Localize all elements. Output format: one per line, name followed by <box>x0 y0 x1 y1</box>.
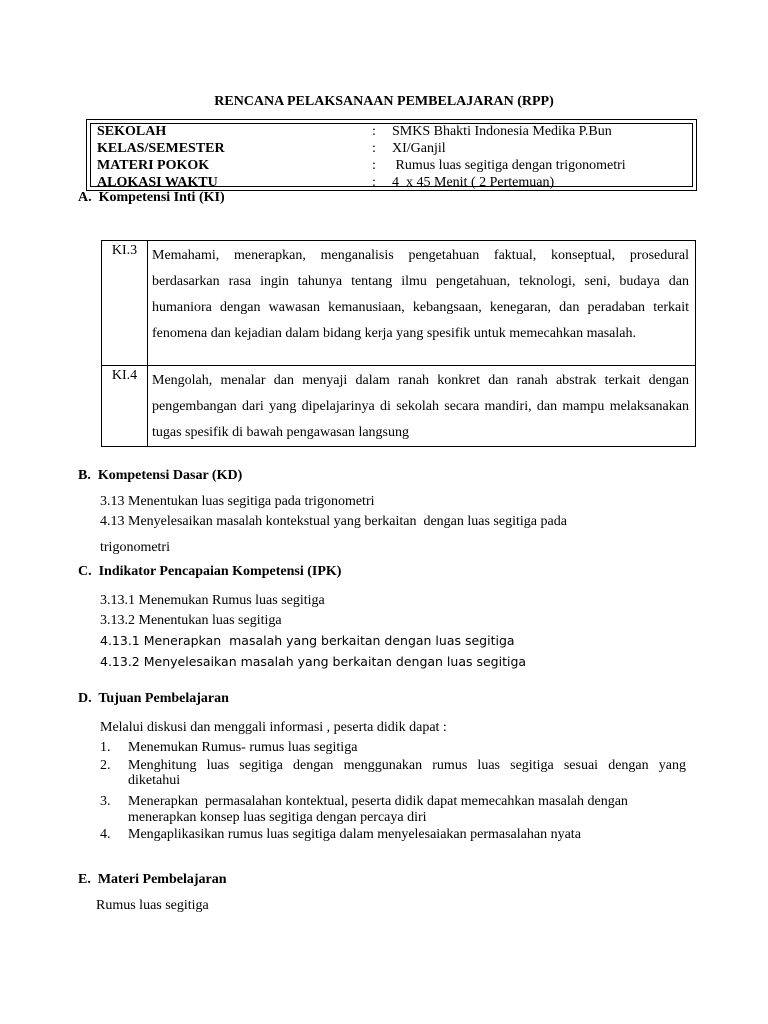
objective-text: Menemukan Rumus- rumus luas segitiga <box>128 740 358 755</box>
ki-code: KI.4 <box>102 366 148 447</box>
ipk-item: 4.13.1 Menerapkan masalah yang berkaitan dengan luas segitiga <box>100 633 515 648</box>
document-title: RENCANA PELAKSANAAN PEMBELAJARAN (RPP) <box>214 94 554 109</box>
objective-number: 1. <box>100 740 111 755</box>
ki-description: Mengolah, menalar dan menyaji dalam ranah konkret dan ranah abstrak terkait dengan pengembangan dari yang dipelajarinya di sekolah secara mandiri, dan mampu melaksanakan tugas spesifik di bawah pengawasan langsung <box>148 366 696 447</box>
section-a-heading: A. Kompetensi Inti (KI) <box>78 190 225 205</box>
ipk-item: 3.13.2 Menentukan luas segitiga <box>100 613 282 628</box>
objective-text: Mengaplikasikan rumus luas segitiga dalam menyelesaiakan permasalahan nyata <box>128 827 581 842</box>
identity-colon: : <box>372 141 376 156</box>
identity-label: ALOKASI WAKTU <box>97 175 218 190</box>
identity-value: SMKS Bhakti Indonesia Medika P.Bun <box>392 124 612 139</box>
identity-box <box>86 119 697 191</box>
identity-label: MATERI POKOK <box>97 158 210 173</box>
objective-number: 3. <box>100 794 111 809</box>
ipk-item: 3.13.1 Menemukan Rumus luas segitiga <box>100 593 325 608</box>
identity-label: KELAS/SEMESTER <box>97 141 225 156</box>
identity-row-class <box>91 141 692 158</box>
identity-row-school <box>91 124 692 141</box>
core-competency-table <box>101 240 696 447</box>
identity-value: Rumus luas segitiga dengan trigonometri <box>392 158 626 173</box>
objective-number: 2. <box>100 758 111 773</box>
identity-colon: : <box>372 158 376 173</box>
identity-colon: : <box>372 124 376 139</box>
identity-row-topic <box>91 158 692 175</box>
identity-label: SEKOLAH <box>97 124 167 139</box>
objectives-intro: Melalui diskusi dan menggali informasi , peserta didik dapat : <box>100 720 447 735</box>
ki-code: KI.3 <box>102 241 148 366</box>
section-b-heading: B. Kompetensi Dasar (KD) <box>78 468 243 483</box>
table-row <box>102 241 696 366</box>
section-c-heading: C. Indikator Pencapaian Kompetensi (IPK) <box>78 564 342 579</box>
kd-item: 4.13 Menyelesaikan masalah kontekstual yang berkaitan dengan luas segitiga pada <box>100 514 567 529</box>
section-d-heading: D. Tujuan Pembelajaran <box>78 691 229 706</box>
objective-text: Menghitung luas segitiga dengan menggunakan rumus luas segitiga sesuai dengan yang <box>128 758 686 773</box>
objective-number: 4. <box>100 827 111 842</box>
material-text: Rumus luas segitiga <box>96 898 209 913</box>
objective-text: Menerapkan permasalahan kontektual, peserta didik dapat memecahkan masalah dengan <box>128 794 628 809</box>
identity-value: XI/Ganjil <box>392 141 446 156</box>
ipk-item: 4.13.2 Menyelesaikan masalah yang berkaitan dengan luas segitiga <box>100 654 527 669</box>
kd-item-continued: trigonometri <box>100 540 170 555</box>
ki-description: Memahami, menerapkan, menganalisis pengetahuan faktual, konseptual, prosedural berdasarkan rasa ingin tahunya tentang ilmu pengetahuan, teknologi, seni, budaya dan humaniora dengan wawasan kemanusiaan, kebangsaan, kenegaran, dan peradaban terkait fenomena dan kejadian dalam bidang kerja yang spesifik untuk memecahkan masalah. <box>148 241 696 366</box>
identity-colon: : <box>372 175 376 190</box>
identity-value: 4 x 45 Menit ( 2 Pertemuan) <box>392 175 555 190</box>
kd-item: 3.13 Menentukan luas segitiga pada trigonometri <box>100 494 375 509</box>
objective-text-continued: diketahui <box>128 773 181 788</box>
identity-box-inner <box>90 123 693 190</box>
table-row <box>102 366 696 447</box>
objective-text-continued: menerapkan konsep luas segitiga dengan percaya diri <box>128 810 427 825</box>
section-e-heading: E. Materi Pembelajaran <box>78 872 227 887</box>
